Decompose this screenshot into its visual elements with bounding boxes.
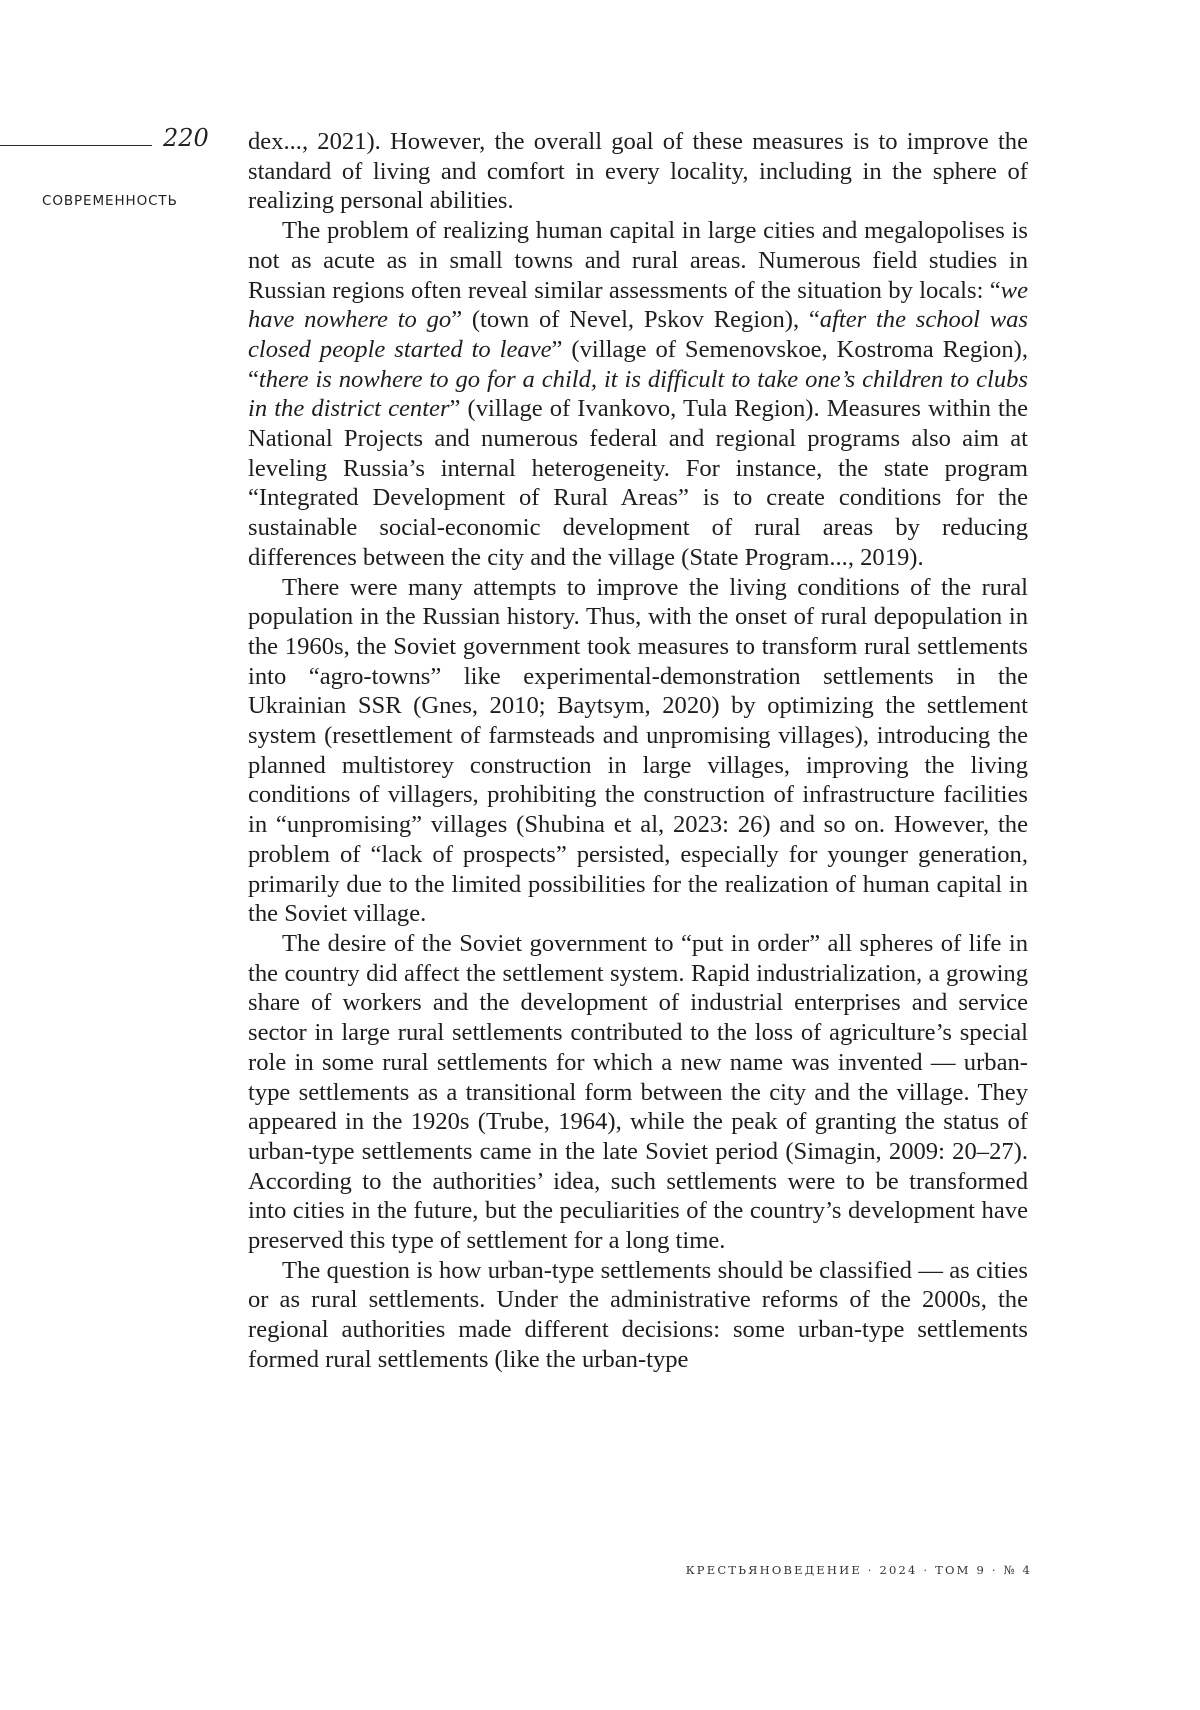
paragraph-4: The desire of the Soviet government to “put in order” all spheres of life in the country did affect the settlement system. Rapid industrialization, a growing share of workers and the development of industrial enterprises and service sector in large rural settlements contributed to the loss of agriculture’s special role in some rural settlements for which a new name was invented — urban-type settlements as a transitional form between the city and the village. They appeared in the 1920s (Trube, 1964), while the peak of granting the status of urban-type settlements came in the late Soviet period (Simagin, 2009: 20–27). According to the authorities’ idea, such settlements were to be transformed into cities in the future, but the peculiarities of the country’s development have preserved this type of settlement for a long time. bbox=[248, 929, 1028, 1255]
quote-ivankovo: there is nowhere to go for a child, it is difficult to take one’s children to clubs in the district center bbox=[248, 365, 1028, 423]
paragraph-2-text-4: ” (village of Ivankovo, Tula Region). Measures within the National Projects and numerous federal and regional programs also aim at leveling Russia’s internal heterogeneity. For instance, the state program “Integrated Development of Rural Areas” is to create conditions for the sustainable social-economic development of rural areas by reducing differences between the city and the village (State Program..., 2019). bbox=[248, 395, 1028, 571]
paragraph-5: The question is how urban-type settlements should be classified — as cities or as rural settlements. Under the administrative reforms of the 2000s, the regional authorities made different decisions: some urban-type settlements formed rural settlements (like the urban-type bbox=[248, 1256, 1028, 1373]
page-number: 220 bbox=[163, 124, 209, 152]
paragraph-2-text-3: ” (village of Semenovskoe, Kostroma Region), “ bbox=[248, 335, 1028, 393]
article-body bbox=[248, 127, 1028, 1375]
paragraph-2-text-2: ” (town of Nevel, Pskov Region), “ bbox=[451, 306, 820, 334]
paragraph-2 bbox=[248, 216, 1028, 572]
quote-nevel: we have nowhere to go bbox=[248, 276, 1028, 334]
header-rule bbox=[0, 145, 152, 146]
paragraph-2-text-1: The problem of realizing human capital in large cities and megalopolises is not as acute as in small towns and rural areas. Numerous field studies in Russian regions often reveal similar assessments of the situation by locals: “ bbox=[248, 217, 1028, 304]
journal-footer: КРЕСТЬЯНОВЕДЕНИЕ · 2024 · ТОМ 9 · № 4 bbox=[685, 1563, 1032, 1577]
section-label: СОВРЕМЕННОСТЬ bbox=[42, 193, 178, 209]
paragraph-1: dex..., 2021). However, the overall goal of these measures is to improve the standard of living and comfort in every locality, including in the sphere of realizing personal abilities. bbox=[248, 128, 1028, 215]
quote-semenovskoe: after the school was closed people started to leave bbox=[248, 306, 1028, 363]
paragraph-3: There were many attempts to improve the living conditions of the rural population in the Russian history. Thus, with the onset of rural depopulation in the 1960s, the Soviet government took measures to transform rural settlements into “agro-towns” like experimental-demonstration settlements in the Ukrainian SSR (Gnes, 2010; Baytsym, 2020) by optimizing the settlement system (resettlement of farmsteads and unpromising villages), introducing the planned multistorey construction in large villages, improving the living conditions of villagers, prohibiting the construction of infrastructure facilities in “unpromising” villages (Shubina et al, 2023: 26) and so on. However, the problem of “lack of prospects” persisted, especially for younger generation, primarily due to the limited possibilities for the realization of human capital in the Soviet village. bbox=[248, 573, 1028, 928]
